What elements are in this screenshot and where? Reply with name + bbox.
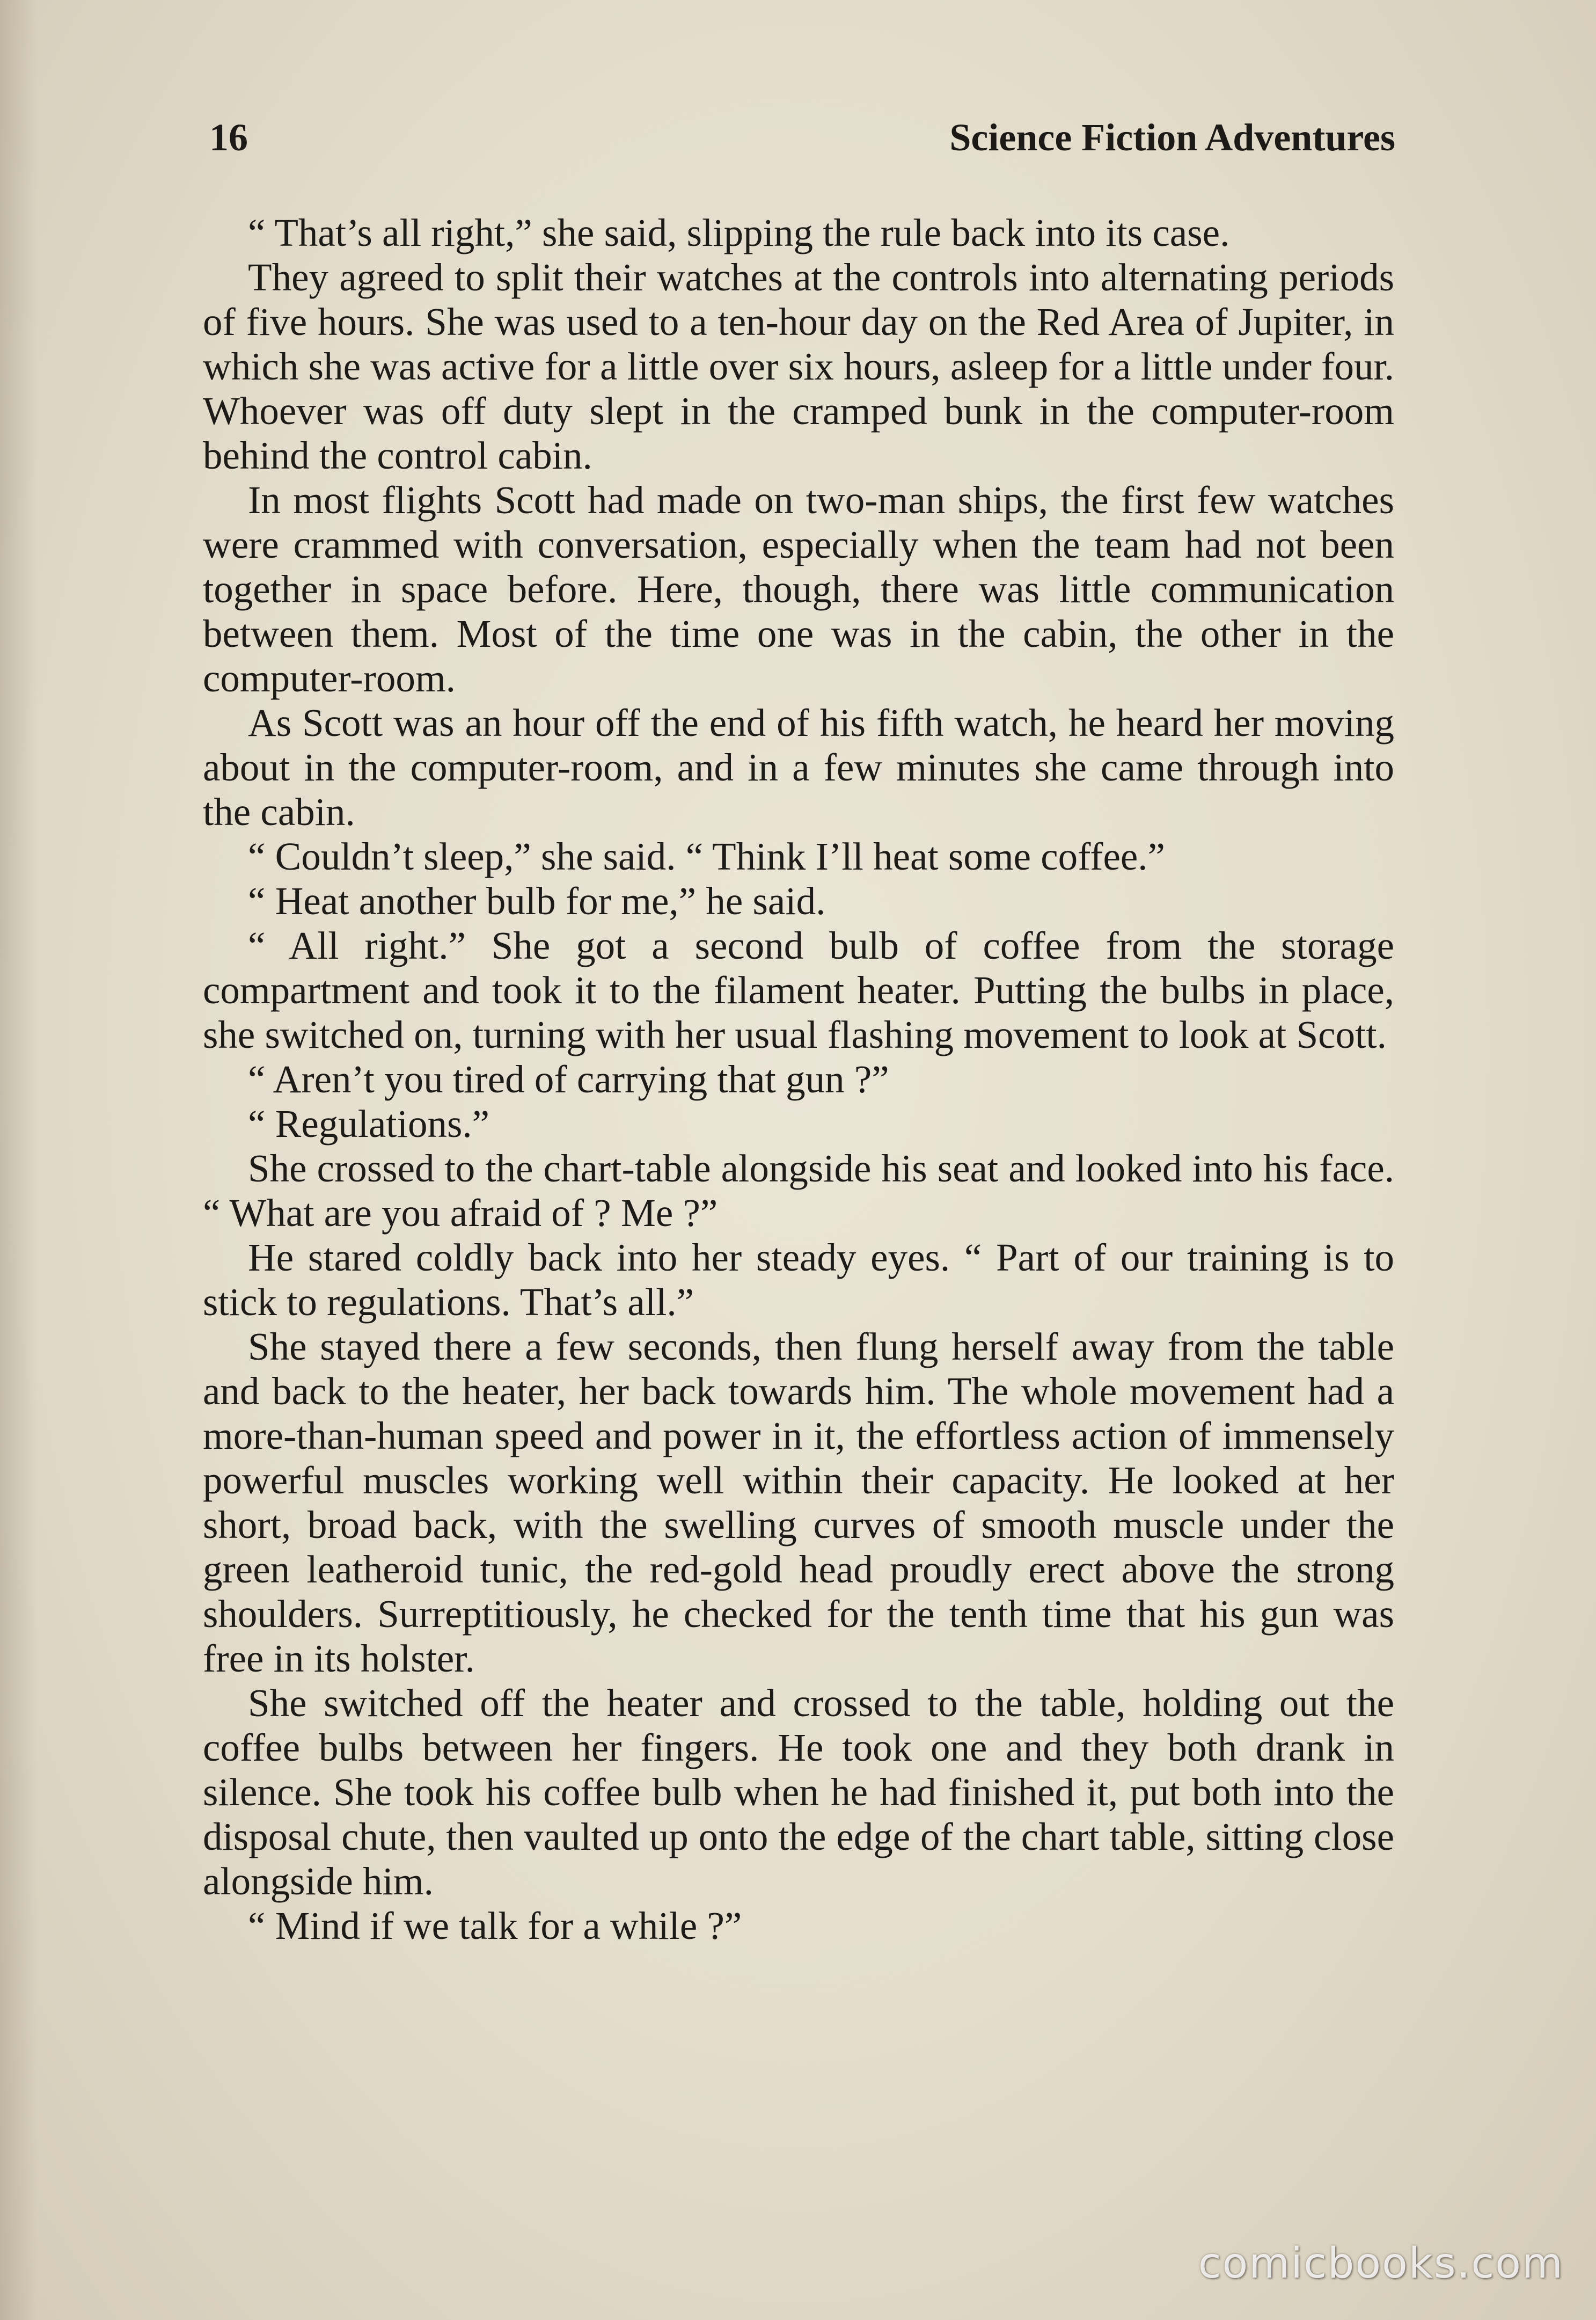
paragraph: “ That’s all right,” she said, slipping the rule back into its case. <box>248 211 1230 254</box>
paragraph: In most flights Scott had made on two-man ships, the first few watches were crammed with conversation, especially when the team had not been together in space before. Here, though, there was little communication between them. Most of the time one was in the cabin, the other in the computer-room. <box>203 478 1394 700</box>
paragraph: They agreed to split their watches at the controls into alternating periods of five hours. She was used to a ten-hour day on the Red Area of Jupiter, in which she was active for a little over six hours, asleep for a little under four. Whoever was off duty slept in the cramped bunk in the computer-room behind the control cabin. <box>203 256 1394 477</box>
paragraph: As Scott was an hour off the end of his fifth watch, he heard her moving about in the computer-room, and in a few minutes she came through into the cabin. <box>203 701 1394 834</box>
paragraph: “ Couldn’t sleep,” she said. “ Think I’ll heat some coffee.” <box>248 835 1165 878</box>
page-gutter-shadow <box>0 0 38 2320</box>
page-number: 16 <box>209 116 248 159</box>
paragraph: “ Regulations.” <box>248 1102 490 1146</box>
watermark: comicbooks.com <box>1198 2239 1564 2288</box>
paragraph: “ Heat another bulb for me,” he said. <box>248 879 826 923</box>
paragraph: “ Aren’t you tired of carrying that gun ?” <box>248 1057 889 1101</box>
paragraph: She crossed to the chart-table alongside his seat and looked into his face. “ What are you afraid of ? Me ?” <box>203 1147 1394 1235</box>
story-text <box>203 210 1394 1948</box>
paragraph: “ All right.” She got a second bulb of coffee from the storage compartment and took it to the filament heater. Putting the bulbs in place, she switched on, turning with her usual flashing movement to look at Scott. <box>203 924 1394 1056</box>
paragraph: “ Mind if we talk for a while ?” <box>248 1904 742 1947</box>
paragraph: He stared coldly back into her steady eyes. “ Part of our training is to stick to regulations. That’s all.” <box>203 1236 1394 1324</box>
paragraph: She switched off the heater and crossed to the table, holding out the coffee bulbs between her fingers. He took one and they both drank in silence. She took his coffee bulb when he had finished it, put both into the disposal chute, then vaulted up onto the edge of the chart table, sitting close alongside him. <box>203 1681 1394 1903</box>
running-head: Science Fiction Adventures <box>949 116 1395 159</box>
paragraph: She stayed there a few seconds, then flung herself away from the table and back to the heater, her back towards him. The whole movement had a more-than-human speed and power in it, the effortless action of immensely powerful muscles working well within their capacity. He looked at her short, broad back, with the swelling curves of smooth muscle under the green leatheroid tunic, the red-gold head proudly erect above the strong shoulders. Surreptitiously, he checked for the tenth time that his gun was free in its holster. <box>203 1325 1394 1680</box>
page-header <box>209 115 1395 174</box>
